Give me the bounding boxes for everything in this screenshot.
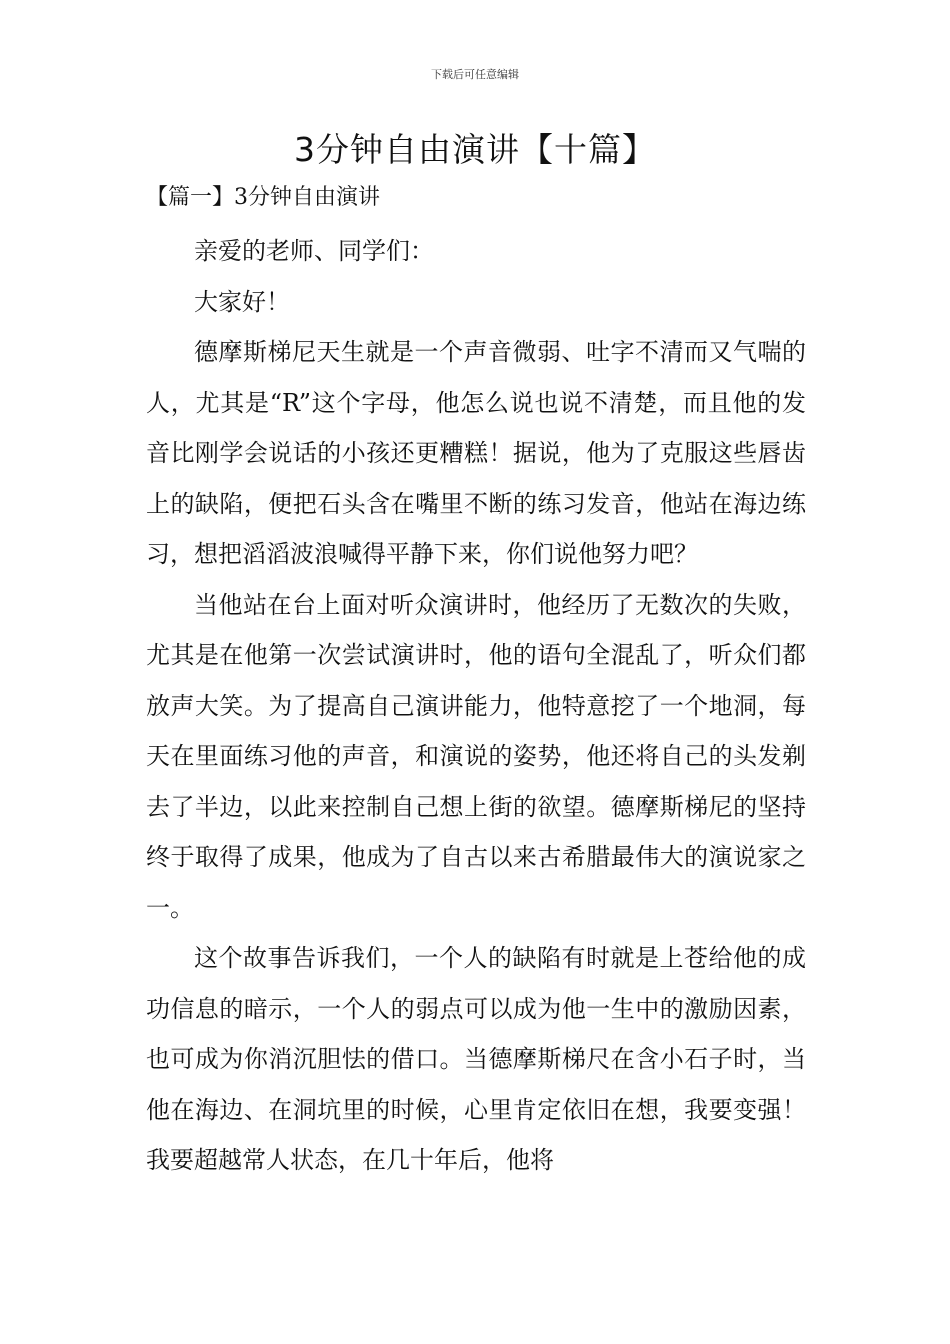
section-heading: 【篇一】3分钟自由演讲 <box>146 185 380 210</box>
paragraph: 德摩斯梯尼天生就是一个声音微弱、吐字不清而又气喘的人，尤其是“R”这个字母，他怎么说也说不清楚，而且他的发音比刚学会说话的小孩还更糟糕！据说，他为了克服这些唇齿上的缺陷，便把石头含在嘴里不断的练习发音，他站在海边练习，想把滔滔波浪喊得平静下来，你们说他努力吧？ <box>146 338 806 568</box>
paragraph-salutation: 亲爱的老师、同学们： <box>194 237 434 265</box>
header-note: 下载后可任意编辑 <box>431 68 519 81</box>
paragraph: 当他站在台上面对听众演讲时，他经历了无数次的失败，尤其是在他第一次尝试演讲时，他的语句全混乱了，听众们都放声大笑。为了提高自己演讲能力，他特意挖了一个地洞，每天在里面练习他的声音，和演说的姿势，他还将自己的头发剃去了半边，以此来控制自己想上街的欲望。德摩斯梯尼的坚持终于取得了成果，他成为了自古以来古希腊最伟大的演说家之一。 <box>146 590 806 922</box>
document-body <box>146 226 806 1186</box>
paragraph: 这个故事告诉我们，一个人的缺陷有时就是上苍给他的成功信息的暗示，一个人的弱点可以成为他一生中的激励因素，也可成为你消沉胆怯的借口。当德摩斯梯尺在含小石子时，当他在海边、在洞坑里的时候，心里肯定依旧在想，我要变强！我要超越常人状态，在几十年后，他将 <box>146 944 806 1174</box>
document-title: 3分钟自由演讲【十篇】 <box>294 130 656 169</box>
paragraph-greeting: 大家好！ <box>194 287 290 316</box>
